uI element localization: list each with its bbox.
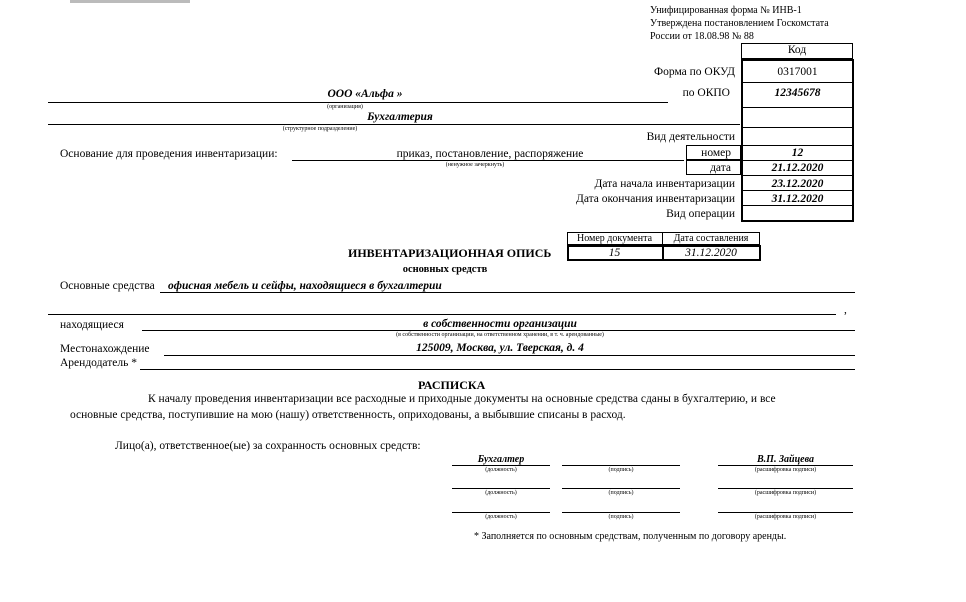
assets-comma: , bbox=[844, 304, 847, 316]
end-label: Дата окончания инвентаризации bbox=[575, 193, 735, 205]
okpo-label: по ОКПО bbox=[682, 87, 730, 99]
doc-date-header: Дата составления bbox=[673, 233, 749, 244]
sig-row1-position: Бухгалтер bbox=[477, 454, 525, 465]
located-value: в собственности организации bbox=[423, 318, 577, 330]
activity-label: Вид деятельности bbox=[646, 131, 735, 143]
doc-num-value: 15 bbox=[608, 247, 621, 259]
lessor-label: Арендодатель * bbox=[60, 357, 137, 369]
data-label: дата bbox=[710, 162, 731, 174]
dept-caption: (структурное подразделение) bbox=[282, 126, 358, 132]
org-name: ООО «Альфа » bbox=[327, 88, 403, 100]
assets-label: Основные средства bbox=[60, 280, 155, 292]
start-label: Дата начала инвентаризации bbox=[594, 178, 735, 190]
scan-artifact bbox=[70, 0, 190, 3]
nomer-label: номер bbox=[701, 147, 731, 159]
sig-row1-name: В.П. Зайцева bbox=[757, 454, 814, 465]
sig-row1-cap-signature: (подпись) bbox=[608, 467, 634, 473]
sig-row1-cap-position: (должность) bbox=[485, 467, 517, 473]
sig-row2-cap-signature: (подпись) bbox=[608, 490, 634, 496]
dept-name: Бухгалтерия bbox=[367, 111, 433, 123]
okud-value: 0317001 bbox=[777, 66, 818, 78]
assets-value: офисная мебель и сейфы, находящиеся в бухгалтерии bbox=[168, 280, 442, 292]
operation-label: Вид операции bbox=[666, 208, 735, 220]
footnote: * Заполняется по основным средствам, полученным по договору аренды. bbox=[474, 531, 787, 542]
form-line-1: Унифицированная форма № ИНВ-1 bbox=[650, 5, 802, 16]
data-value: 21.12.2020 bbox=[771, 162, 824, 174]
doc-subtitle: основных средств bbox=[402, 264, 488, 275]
okpo-value: 12345678 bbox=[774, 87, 821, 99]
form-line-3: России от 18.08.98 № 88 bbox=[650, 31, 754, 42]
sig-row3-cap-signature: (подпись) bbox=[608, 514, 634, 520]
doc-date-value: 31.12.2020 bbox=[685, 247, 737, 259]
receipt-line-2: основные средства, поступившие на мою (нашу) ответственность, оприходованы, а выбывшие списаны в расход. bbox=[70, 409, 626, 421]
sig-row3-cap-name: (расшифровка подписи) bbox=[754, 514, 817, 520]
located-label: находящиеся bbox=[60, 319, 124, 331]
location-value: 125009, Москва, ул. Тверская, д. 4 bbox=[416, 342, 584, 354]
doc-title: ИНВЕНТАРИЗАЦИОННАЯ ОПИСЬ bbox=[348, 246, 552, 260]
location-label: Местонахождение bbox=[60, 343, 150, 355]
responsible-label: Лицо(а), ответственное(ые) за сохранность основных средств: bbox=[115, 440, 421, 452]
doc-num-header: Номер документа bbox=[576, 233, 653, 244]
form-line-2: Утверждена постановлением Госкомстата bbox=[650, 18, 829, 29]
kod-label: Код bbox=[787, 44, 807, 56]
receipt-line-1: К началу проведения инвентаризации все расходные и приходные документы на основные средства сданы в бухгалтерию, и все bbox=[148, 393, 776, 405]
basis-label: Основание для проведения инвентаризации: bbox=[60, 148, 278, 160]
receipt-title: РАСПИСКА bbox=[418, 378, 486, 392]
sig-row1-cap-name: (расшифровка подписи) bbox=[754, 467, 817, 473]
sig-row2-cap-name: (расшифровка подписи) bbox=[754, 490, 817, 496]
okud-label: Форма по ОКУД bbox=[654, 66, 735, 78]
sig-row2-cap-position: (должность) bbox=[485, 490, 517, 496]
org-name-caption: (организация) bbox=[327, 104, 363, 110]
start-value: 23.12.2020 bbox=[771, 178, 824, 190]
sig-row3-cap-position: (должность) bbox=[485, 514, 517, 520]
located-caption: (в собственности организации, на ответственном хранении, в т. ч. арендованные) bbox=[396, 332, 604, 338]
basis-value: приказ, постановление, распоряжение bbox=[396, 148, 584, 160]
end-value: 31.12.2020 bbox=[771, 193, 824, 205]
basis-caption: (ненужное зачеркнуть) bbox=[445, 162, 505, 168]
nomer-value: 12 bbox=[791, 147, 804, 159]
